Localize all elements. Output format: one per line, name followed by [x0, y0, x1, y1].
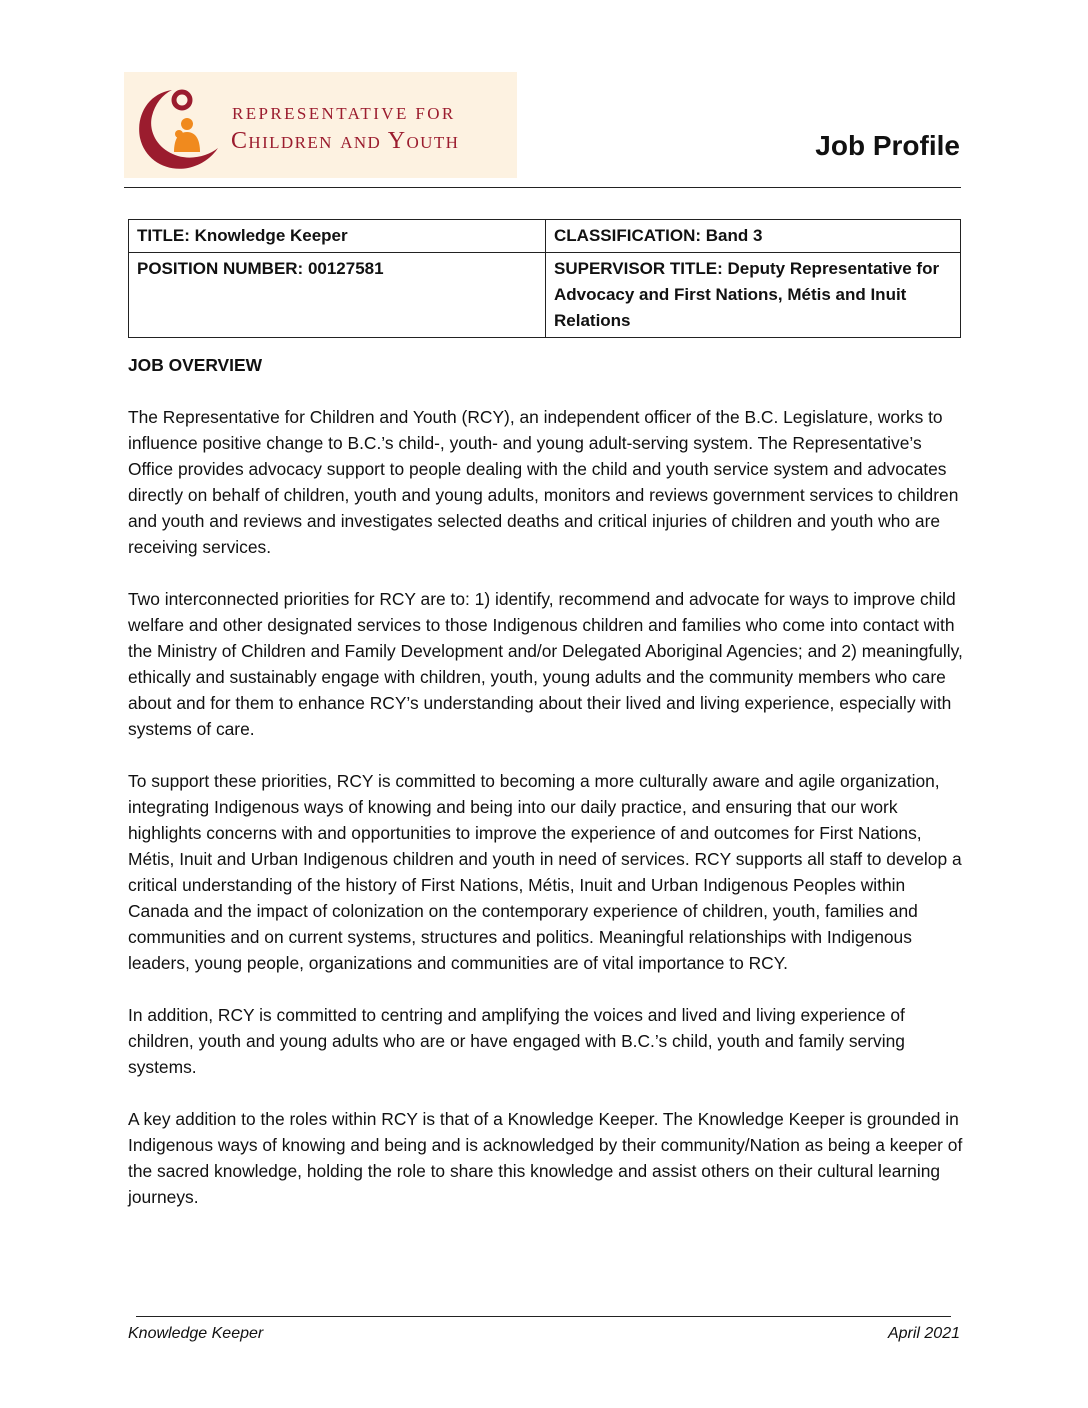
logo-text-line2: Children and Youth	[231, 128, 460, 154]
paragraph: To support these priorities, RCY is committed to becoming a more culturally aware and agile organization, integrating Indigenous ways of knowing and being into our daily practice, and ensuring that our work highlights concerns with and opportunities to improve the experience of and outcomes for First Nations, Métis, Inuit and Urban Indigenous children and youth in need of services. RCY supports all staff to develop a critical understanding of the history of First Nations, Métis, Inuit and Urban Indigenous Peoples within Canada and the impact of colonization on the contemporary experience of children, youth, families and communities and on current systems, structures and politics. Meaningful relationships with Indigenous leaders, young people, organizations and communities are of vital importance to RCY.	[128, 771, 962, 973]
document-body	[128, 352, 964, 1236]
table-row	[129, 220, 961, 253]
page-title: Job Profile	[815, 130, 960, 161]
paragraph: In addition, RCY is committed to centring and amplifying the voices and lived and living experience of children, youth and young adults who are or have engaged with B.C.’s child, youth and family serving systems.	[128, 1005, 905, 1077]
logo	[124, 72, 517, 178]
paragraph: A key addition to the roles within RCY is that of a Knowledge Keeper. The Knowledge Keeper is grounded in Indigenous ways of knowing and being and is acknowledged by their community/Nation as being a keeper of the sacred knowledge, holding the role to share this knowledge and assist others on their cultural learning journeys.	[128, 1109, 963, 1207]
table-row	[129, 253, 961, 338]
job-info-table	[128, 219, 961, 338]
rcy-logo-icon	[132, 78, 224, 174]
paragraph: The Representative for Children and Youth (RCY), an independent officer of the B.C. Legislature, works to influence positive change to B.C.’s child-, youth- and young adult-serving system. The Representative’s Office provides advocacy support to people dealing with the child and youth service system and advocates directly on behalf of children, youth and young adults, monitors and reviews government services to children and youth and reviews and investigates selected deaths and critical injuries of children and youth who are receiving services.	[128, 407, 959, 557]
classification-cell: CLASSIFICATION: Band 3	[546, 220, 961, 253]
header-divider	[124, 187, 961, 188]
job-title-cell: TITLE: Knowledge Keeper	[129, 220, 546, 253]
footer-date: April 2021	[887, 1325, 960, 1342]
position-number-cell: POSITION NUMBER: 00127581	[129, 253, 546, 338]
supervisor-title-cell: SUPERVISOR TITLE: Deputy Representative for Advocacy and First Nations, Métis and Inuit Relations	[546, 253, 961, 338]
footer-document-name: Knowledge Keeper	[128, 1325, 264, 1342]
paragraph: Two interconnected priorities for RCY are to: 1) identify, recommend and advocate for ways to improve child welfare and other designated services to those Indigenous children and families who come into contact with the Ministry of Children and Family Development and/or Delegated Aboriginal Agencies; and 2) meaningfully, ethically and sustainably engage with children, youth, young adults and the community members who care about and for them to enhance RCY’s understanding about their lived and living experience, especially with systems of care.	[128, 589, 963, 739]
footer-divider	[136, 1316, 951, 1317]
logo-text-line1: REPRESENTATIVE FOR	[232, 104, 456, 123]
section-heading: JOB OVERVIEW	[128, 355, 263, 375]
